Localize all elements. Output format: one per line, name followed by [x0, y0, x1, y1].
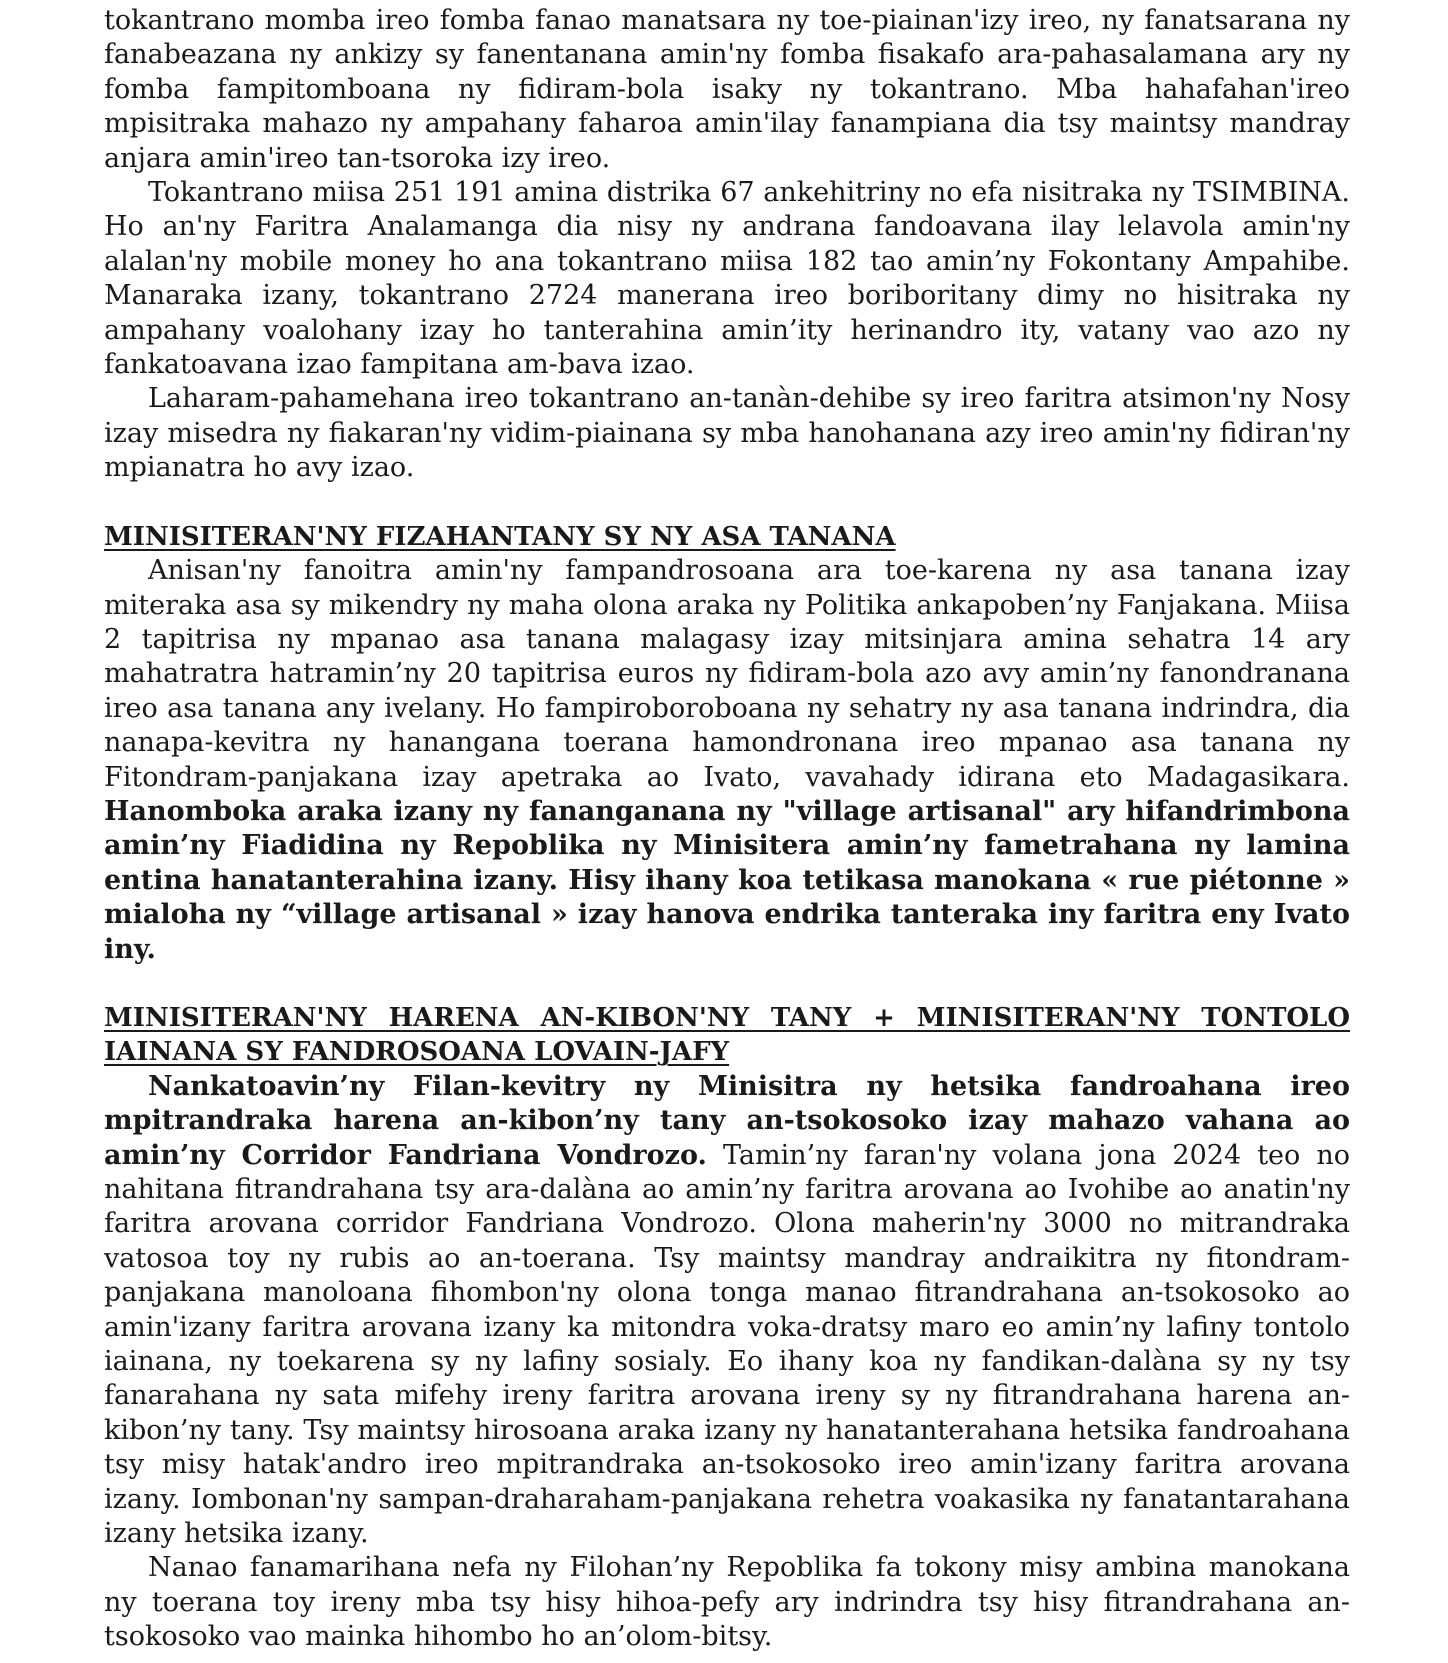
- section-spacer: [104, 486, 1350, 520]
- section-mining-body: Tamin’ny faran'ny volana jona 2024 teo no nahitana fitrandrahana tsy ara-dalàna ao amin’ny faritra arovana ao Ivohibe ao anatin'ny faritra arovana corridor Fandriana Vondrozo. Olona maherin'ny 3000 no mitrandraka vatosoa toy ny rubis ao an-toerana. Tsy maintsy mandray andraikitra ny fitondram-panjakana manoloana fihombon'ny olona tonga manao fitrandrahana an-tsokosoko ao amin'izany faritra arovana izany ka mitondra voka-dratsy maro eo amin’ny lafiny tontolo iainana, ny toekarena sy ny lafiny sosialy. Eo ihany koa ny fandikan-dalàna sy ny tsy fanarahana ny sata mifehy ireny faritra arovana ireny sy ny fitrandrahana harena an-kibon’ny tany. Tsy maintsy hirosoana araka izany ny hanatanterahana hetsika fandroahana tsy misy hatak'andro ireo mpitrandraka an-tsokosoko ireo amin'izany faritra arovana izany. Iombonan'ny sampan-draharaham-panjakana rehetra voakasika ny fanatantarahana izany hetsika izany.: [104, 1139, 1350, 1550]
- section-tourism-paragraph: [104, 554, 1350, 967]
- section-heading-mining-environment: MINISITERAN'NY HARENA AN-KIBON'NY TANY + MINISITERAN'NY TONTOLO IAINANA SY FANDROSOANA LOVAIN-JAFY: [104, 1002, 1350, 1068]
- section-tourism-body: Anisan'ny fanoitra amin'ny fampandrosoana ara toe-karena ny asa tanana izay miteraka asa sy mikendry ny maha olona araka ny Politika ankapoben’ny Fanjakana. Miisa 2 tapitrisa ny mpanao asa tanana malagasy izay mitsinjara amina sehatra 14 ary mahatratra hatramin’ny 20 tapitrisa euros ny fidiram-bola azo avy amin’ny fanondranana ireo asa tanana any ivelany. Ho fampiroboroboana ny sehatry ny asa tanana indrindra, dia nanapa-kevitra ny hanangana toerana hamondronana ireo mpanao asa tanana ny Fitondram-panjakana izay apetraka ao Ivato, vavahady idirana eto Madagasikara.: [104, 555, 1350, 793]
- intro-paragraph-3: Laharam-pahamehana ireo tokantrano an-tanàn-dehibe sy ireo faritra atsimon'ny Nosy izay misedra ny fiakaran'ny vidim-piainana sy mba hanohanana azy ireo amin'ny fidiran'ny mpianatra ho avy izao.: [104, 383, 1350, 484]
- section-heading-tourism: MINISITERAN'NY FIZAHANTANY SY NY ASA TANANA: [104, 521, 896, 552]
- section-mining-paragraph-2: Nanao fanamarihana nefa ny Filohan’ny Repoblika fa tokony misy ambina manokana ny toerana toy ireny mba tsy hisy hihoa-pefy ary indrindra tsy hisy fitrandrahana an-tsokosoko vao mainka hihombo ho an’olom-bitsy.: [104, 1552, 1350, 1653]
- intro-paragraph-1: tokantrano momba ireo fomba fanao manatsara ny toe-piainan'izy ireo, ny fanatsarana ny fanabeazana ny ankizy sy fanentanana amin'ny fomba fisakafo ara-pahasalamana ary ny fomba fampitomboana ny fidiram-bola isaky ny tokantrano. Mba hahafahan'ireo mpisitraka mahazo ny ampahany faharoa amin'ilay fanampiana dia tsy maintsy mandray anjara amin'ireo tan-tsoroka izy ireo.: [104, 5, 1350, 174]
- section-spacer: [104, 967, 1350, 1001]
- section-mining-paragraph-1: [104, 1070, 1350, 1552]
- document-page: [104, 4, 1350, 1655]
- section-mining-bold-text: Nankatoavin’ny Filan-kevitry ny Minisitra ny hetsika fandroahana ireo mpitrandraka harena an-kibon’ny tany an-tsokosoko izay mahazo vahana ao amin’ny Corridor Fandriana Vondrozo.: [104, 1070, 1350, 1171]
- intro-paragraph-2: Tokantrano miisa 251 191 amina distrika 67 ankehitriny no efa nisitraka ny TSIMBINA. Ho an'ny Faritra Analamanga dia nisy ny andrana fandoavana ilay lelavola amin'ny alalan'ny mobile money ho ana tokantrano miisa 182 tao amin’ny Fokontany Ampahibe. Manaraka izany, tokantrano 2724 manerana ireo boriboritany dimy no hisitraka ny ampahany voalohany izay ho tanterahina amin’ity herinandro ity, vatany vao azo ny fankatoavana izao fampitana am-bava izao.: [104, 177, 1350, 381]
- section-tourism-bold-text: Hanomboka araka izany ny fananganana ny "village artisanal" ary hifandrimbona amin’ny Fiadidina ny Repoblika ny Minisitera amin’ny fametrahana ny lamina entina hanatanterahina izany. Hisy ihany koa tetikasa manokana « rue piétonne » mialoha ny “village artisanal » izay hanova endrika tanteraka iny faritra eny Ivato iny.: [104, 795, 1350, 965]
